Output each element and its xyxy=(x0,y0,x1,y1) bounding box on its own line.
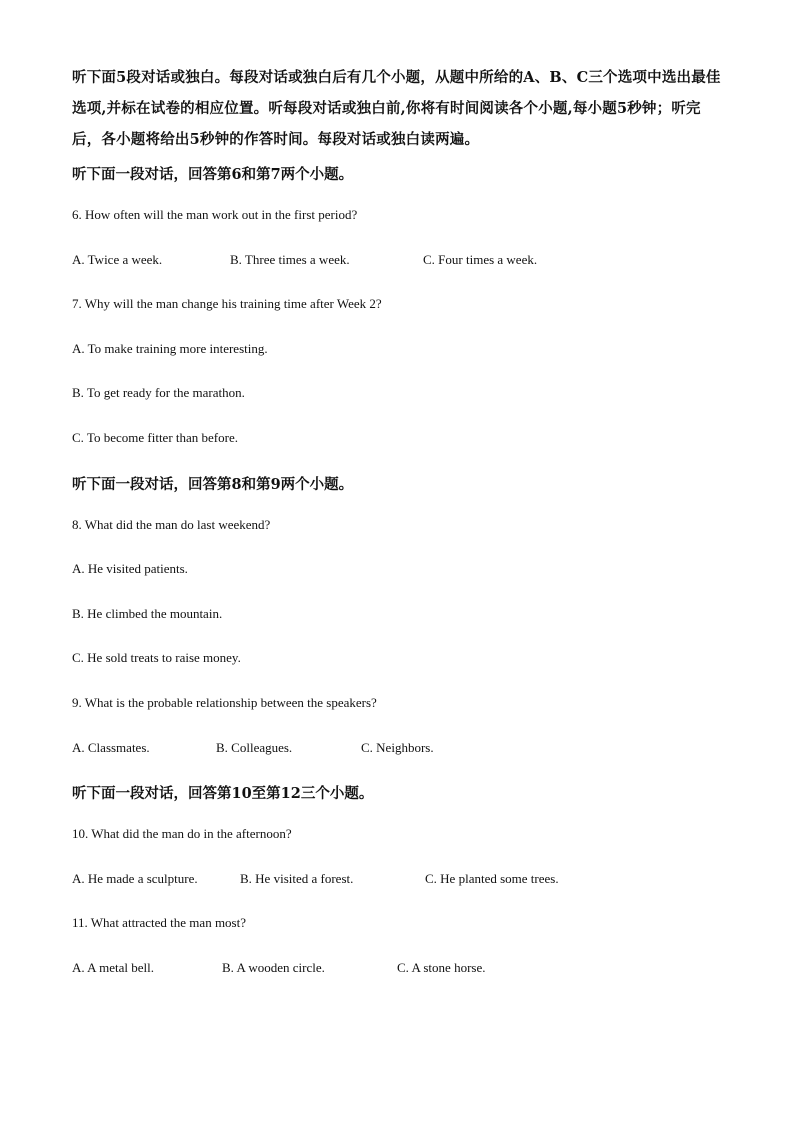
question-10-option-a[interactable]: A. He made a sculpture. xyxy=(72,870,198,886)
question-7-option-c[interactable]: C. To become fitter than before. xyxy=(72,429,238,445)
question-8-option-b[interactable]: B. He climbed the mountain. xyxy=(72,605,223,621)
question-9-stem: 9. What is the probable relationship between the speakers? xyxy=(72,694,377,710)
question-10-options xyxy=(72,869,724,914)
exam-page xyxy=(72,62,724,1003)
question-9-options xyxy=(72,738,724,783)
section-title-2: 听下面一段对话，回答第8和第9两个小题。 xyxy=(72,475,354,493)
question-11-options xyxy=(72,958,724,1003)
question-11-option-a[interactable]: A. A metal bell. xyxy=(72,959,154,975)
question-8-option-a[interactable]: A. He visited patients. xyxy=(72,561,188,577)
question-7-option-b[interactable]: B. To get ready for the marathon. xyxy=(72,385,245,401)
question-10-option-c[interactable]: C. He planted some trees. xyxy=(425,870,559,886)
question-11-stem: 11. What attracted the man most? xyxy=(72,915,246,931)
question-6-stem: 6. How often will the man work out in the first period? xyxy=(72,207,358,222)
question-9-option-b[interactable]: B. Colleagues. xyxy=(216,739,293,755)
question-11-option-c[interactable]: C. A stone horse. xyxy=(397,959,486,975)
question-7-option-a[interactable]: A. To make training more interesting. xyxy=(72,340,268,356)
question-7-stem: 7. Why will the man change his training time after Week 2? xyxy=(72,296,382,312)
listening-instructions: 听下面5段对话或独白。每段对话或独白后有几个小题，从题中所给的A、B、C三个选项中选出最佳选项,并标在试卷的相应位置。听每段对话或独白前,你将有时间阅读各个小题,每小题5秒钟；听完后，各小题将给出5秒钟的作答时间。每段对话或独白读两遍。 xyxy=(72,69,721,148)
question-11-option-b[interactable]: B. A wooden circle. xyxy=(222,959,325,975)
section-title-1: 听下面一段对话，回答第6和第7两个小题。 xyxy=(72,166,354,183)
question-8-option-c[interactable]: C. He sold treats to raise money. xyxy=(72,650,241,666)
question-8-stem: 8. What did the man do last weekend? xyxy=(72,516,271,532)
question-9-option-c[interactable]: C. Neighbors. xyxy=(361,739,434,755)
question-10-option-b[interactable]: B. He visited a forest. xyxy=(240,870,354,886)
question-6-option-c[interactable]: C. Four times a week. xyxy=(423,251,538,267)
question-10-stem: 10. What did the man do in the afternoon? xyxy=(72,826,292,842)
question-6-options xyxy=(72,250,724,295)
question-6-option-a[interactable]: A. Twice a week. xyxy=(72,251,163,267)
question-6-option-b[interactable]: B. Three times a week. xyxy=(230,251,350,267)
question-9-option-a[interactable]: A. Classmates. xyxy=(72,739,150,755)
section-title-3: 听下面一段对话，回答第10至第12三个小题。 xyxy=(72,785,374,803)
